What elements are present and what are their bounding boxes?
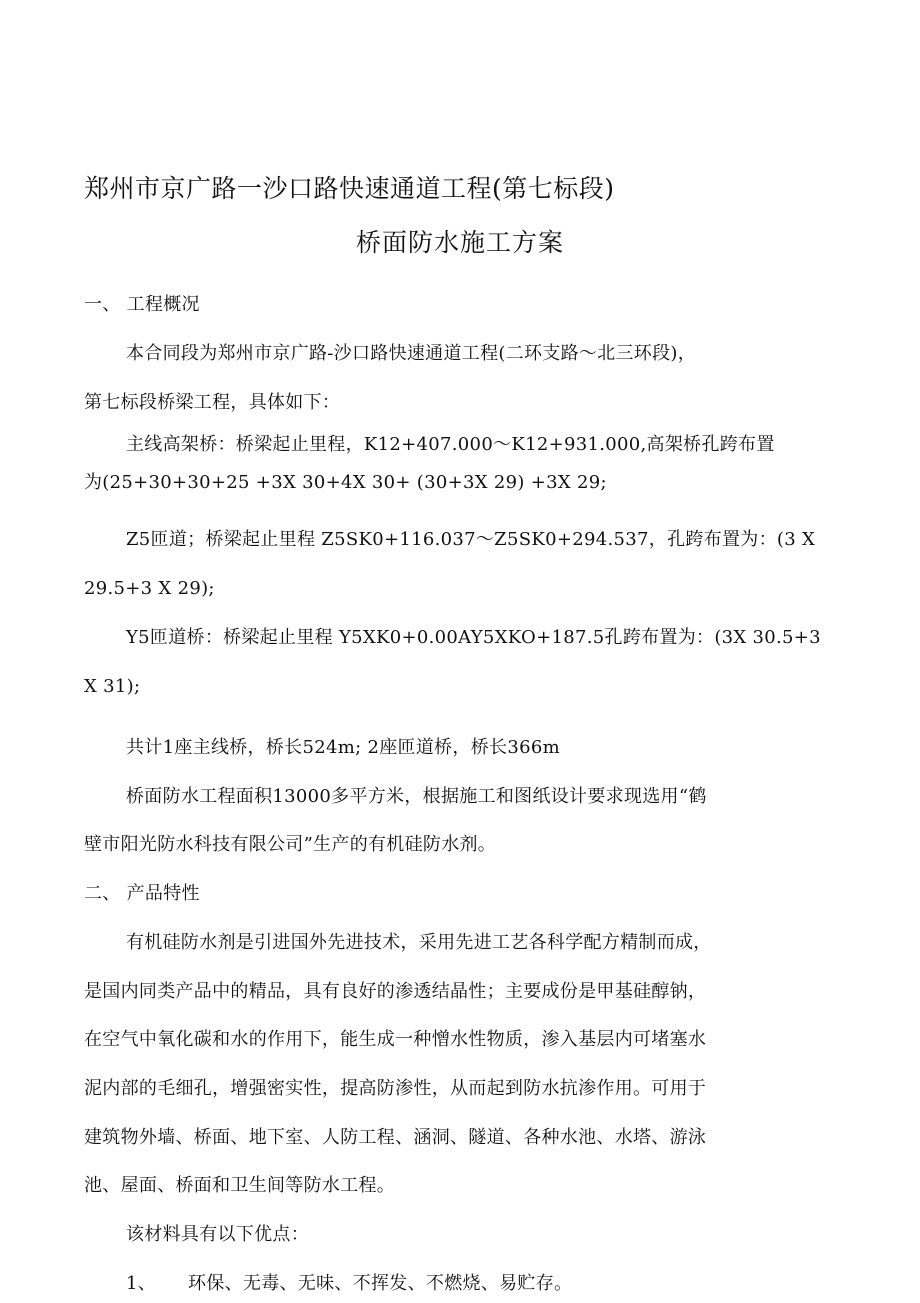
paragraph-line: 该材料具有以下优点： — [126, 1224, 309, 1245]
section-heading-overview: 一、 工程概况 — [84, 294, 200, 315]
paragraph-line: 桥面防水工程面积13000多平方米，根据施工和图纸设计要求现选用“鹤 — [126, 786, 707, 807]
paragraph-line: 在空气中氧化碳和水的作用下，能生成一种憎水性物质，渗入基层内可堵塞水 — [84, 1029, 707, 1050]
paragraph-line: 壁市阳光防水科技有限公司”生产的有机硅防水剂。 — [84, 834, 497, 855]
list-item-text: 环保、无毒、无味、不挥发、不燃烧、易贮存。 — [188, 1273, 573, 1294]
paragraph-line: 第七标段桥梁工程，具体如下： — [84, 392, 341, 413]
paragraph-line: 共计1座主线桥，桥长524m; 2座匝道桥，桥长366m — [126, 737, 560, 758]
list-item-number: 1、 — [126, 1273, 157, 1294]
paragraph-line: 是国内同类产品中的精品，具有良好的渗透结晶性；主要成份是甲基硅醇钠， — [84, 981, 707, 1002]
paragraph-line: 池、屋面、桥面和卫生间等防水工程。 — [84, 1175, 396, 1196]
section-heading-product: 二、 产品特性 — [84, 883, 200, 904]
paragraph-line: 主线高架桥：桥梁起止里程，K12+407.000〜K12+931.000,高架桥孔跨布置 — [126, 434, 775, 455]
paragraph-line: 本合同段为郑州市京广路-沙口路快速通道工程(二环支路〜北三环段)， — [126, 343, 697, 364]
paragraph-line: 建筑物外墙、桥面、地下室、人防工程、涵洞、隧道、各种水池、水塔、游泳 — [84, 1127, 707, 1148]
paragraph-line: Y5匝道桥：桥梁起止里程 Y5XK0+0.00AY5XKO+187.5孔跨布置为：(3X 30.5+3 — [126, 627, 821, 648]
paragraph-line: X 31); — [84, 676, 141, 697]
paragraph-line: 泥内部的毛细孔，增强密实性，提高防渗性，从而起到防水抗渗作用。可用于 — [84, 1078, 707, 1099]
paragraph-line: 为(25+30+30+25 +3X 30+4X 30+ (30+3X 29) +3X 29; — [84, 472, 607, 493]
document-title-line2: 桥面防水施工方案 — [356, 228, 565, 257]
paragraph-line: 有机硅防水剂是引进国外先进技术，采用先进工艺各科学配方精制而成， — [126, 932, 712, 953]
document-title-line1: 郑州市京广路一沙口路快速通道工程(第七标段) — [84, 174, 615, 203]
paragraph-line: Z5匝道；桥梁起止里程 Z5SK0+116.037〜Z5SK0+294.537，孔跨布置为：(3 X — [126, 529, 816, 550]
paragraph-line: 29.5+3 X 29); — [84, 578, 215, 599]
